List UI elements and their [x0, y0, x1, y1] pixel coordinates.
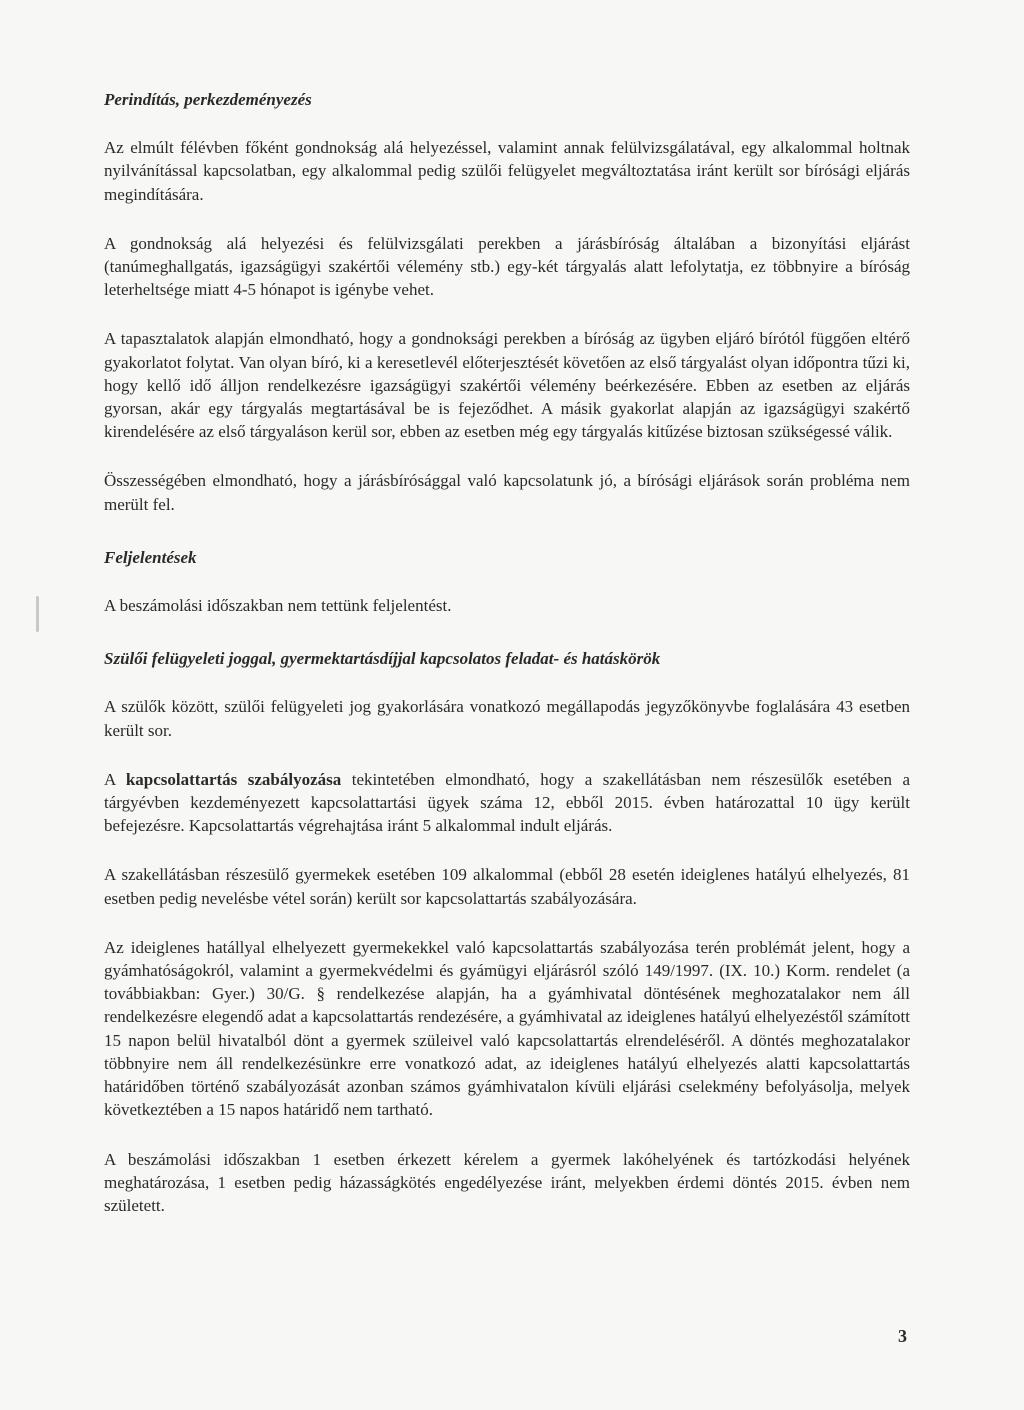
paragraph: A szülők között, szülői felügyeleti jog gyakorlására vonatkozó megállapodás jegyzőkönyvbe foglalására 43 esetben került sor.	[104, 697, 910, 740]
paragraph: A tapasztalatok alapján elmondható, hogy a gondnoksági perekben a bíróság az ügyben eljáró bírótól függően eltérő gyakorlatot folytat. Van olyan bíró, ki a keresetlevél előterjesztését követően az első tárgyalást olyan időpontra tűzi ki, hogy kellő idő álljon rendelkezésre igazságügyi szakértői vélemény beérkezésére. Ebben az esetben az eljárás gyorsan, akár egy tárgyalás megtartásával be is fejeződhet. A másik gyakorlat alapján az igazságügyi szakértő kirendelésére az első tárgyaláson kerül sor, ebben az esetben még egy tárgyalás kitűzése biztosan szükségessé válik.	[104, 329, 910, 442]
scan-mark	[36, 596, 39, 632]
section-heading-perinditas: Perindítás, perkezdeményezés	[104, 90, 312, 109]
paragraph: A szakellátásban részesülő gyermekek esetében 109 alkalommal (ebből 28 esetén ideiglenes hatályú elhelyezés, 81 esetben pedig nevelésbe vétel során) került sor kapcsolattartás szabályozására.	[104, 865, 910, 908]
paragraph: Az ideiglenes hatállyal elhelyezett gyermekekkel való kapcsolattartás szabályozása terén problémát jelent, hogy a gyámhatóságokról, valamint a gyermekvédelmi és gyámügyi eljárásról szóló 149/1997. (IX. 10.) Korm. rendelet (a továbbiakban: Gyer.) 30/G. § rendelkezése alapján, ha a gyámhivatal döntésének meghozatalakor nem áll rendelkezésre elegendő adat a kapcsolattartás rendezésére, a gyámhivatal az ideiglenes hatályú elhelyezéstől számított 15 napon belül hivatalból dönt a gyermek szüleivel való kapcsolattartás elrendeléséről. A döntés meghozatalakor többnyire nem áll rendelkezésünkre erre vonatkozó adat, az ideiglenes hatályú elhelyezés alatti kapcsolattartás határidőben történő szabályozását azonban számos gyámhivatalon kívüli eljárási cselekmény befolyásolja, melyek következtében a 15 napos határidő nem tartható.	[104, 937, 910, 1120]
text-segment: tekintetében elmondható, hogy a szakellátásban nem részesülők esetében a tárgyévben kezdeményezett kapcsolattartási ügyek száma 12, ebből 2015. évben határozattal 10 ügy került befejezésre. Kapcsolattartás végrehajtása iránt 5 alkalommal indult eljárás.	[104, 769, 910, 836]
paragraph: A beszámolási időszakban nem tettünk feljelentést.	[104, 596, 452, 616]
paragraph-kapcsolattartas	[104, 768, 910, 838]
bold-term: kapcsolattartás szabályozása	[125, 769, 342, 789]
paragraph: A gondnokság alá helyezési és felülvizsgálati perekben a járásbíróság általában a bizonyítási eljárást (tanúmeghallgatás, igazságügyi szakértői vélemény stb.) egy-két tárgyalás alatt lefolytatja, ez többnyire a bíróság leterheltsége miatt 4-5 hónapot is igénybe vehet.	[104, 233, 910, 300]
section-heading-feljelentesek: Feljelentések	[104, 547, 197, 567]
text-segment: A	[104, 769, 126, 789]
section-heading-szuloi-felugyelet: Szülői felügyeleti joggal, gyermektartásdíjjal kapcsolatos feladat- és hatáskörök	[104, 649, 661, 669]
page-number: 3	[898, 1326, 907, 1346]
paragraph: Az elmúlt félévben főként gondnokság alá helyezéssel, valamint annak felülvizsgálatával, egy alkalommal holtnak nyilvánítással kapcsolatban, egy alkalommal pedig szülői felügyelet megváltoztatása iránt került sor bírósági eljárás megindítására.	[104, 138, 910, 204]
document-page	[104, 88, 910, 1217]
paragraph: A beszámolási időszakban 1 esetben érkezett kérelem a gyermek lakóhelyének és tartózkodási helyének meghatározása, 1 esetben pedig házasságkötés engedélyezése iránt, melyekben érdemi döntés 2015. évben nem született.	[104, 1149, 910, 1215]
paragraph: Összességében elmondható, hogy a járásbírósággal való kapcsolatunk jó, a bírósági eljárások során probléma nem merült fel.	[104, 471, 910, 514]
